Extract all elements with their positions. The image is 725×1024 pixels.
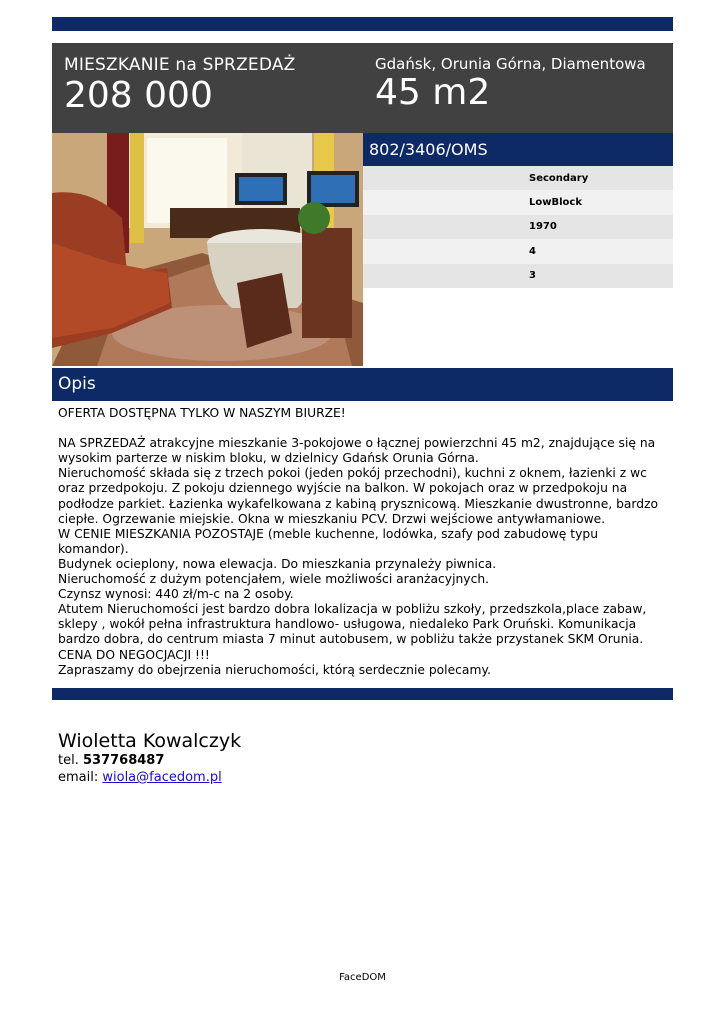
listing-header (52, 43, 673, 133)
email-label: email: (58, 770, 99, 785)
description-paragraph: Czynsz wynosi: 440 zł/m-c na 2 osoby. (58, 587, 294, 602)
description-heading: Opis (52, 368, 673, 401)
agent-name: Wioletta Kowalczyk (58, 730, 242, 752)
top-accent-bar (52, 17, 673, 31)
phone-number: 537768487 (82, 753, 165, 768)
attribute-value: 4 (529, 245, 536, 257)
attribute-value: 1970 (529, 221, 557, 233)
agent-phone-line (58, 752, 241, 769)
attribute-row (363, 264, 673, 288)
property-photo (52, 133, 363, 366)
description-paragraph: W CENIE MIESZKANIA POZOSTAJE (meble kuchenne, lodówka, szafy pod zabudowę typu komandor). (58, 526, 598, 556)
reference-number: 802/3406/OMS (363, 133, 673, 166)
agent-email-line (58, 769, 241, 786)
attribute-value: 3 (529, 270, 536, 282)
description-paragraph: Nieruchomość składa się z trzech pokoi (jeden pokój przechodni), kuchni z oknem, łazienki z wc oraz przedpokoju. Z pokoju dziennego wyjście na balkon. W pokojach oraz w przedpokoju na podłodze parkiet. Łazienka wykafelkowana z kabiną prysznicową. Mieszkanie dwustronne, bardzo ciepłe. Ogrzewanie miejskie. Okna w mieszkaniu PCV. Drzwi wejściowe antywłamaniowe. (58, 466, 659, 526)
attribute-row (363, 215, 673, 239)
attribute-row (363, 190, 673, 214)
price: 208 000 (64, 75, 213, 116)
bottom-accent-bar (52, 688, 673, 700)
description-paragraph: Atutem Nieruchomości jest bardzo dobra lokalizacja w pobliżu szkoły, przedszkola,place zabaw, sklepy , wokół pełna infrastruktura handlowo- usługowa, niedaleko Park Oruński. Komunikacja bardzo dobra, do centrum miasta 7 minut autobusem, w pobliżu także przystanek SKM Orunia. (58, 602, 647, 647)
description-paragraph: NA SPRZEDAŻ atrakcyjne mieszkanie 3-pokojowe o łącznej powierzchni 45 m2, znajdujące się na wysokim parterze w niskim bloku, w dzielnicy Gdańsk Orunia Górna. (58, 436, 656, 466)
attributes-table (363, 166, 673, 288)
description-spacer (58, 421, 668, 436)
attribute-row (363, 239, 673, 263)
offer-type: MIESZKANIE na SPRZEDAŻ (64, 55, 296, 75)
header-right (375, 55, 646, 113)
attribute-value: LowBlock (529, 197, 582, 209)
header-left (64, 55, 296, 117)
description-paragraph: Budynek ocieplony, nowa elewacja. Do mieszkania przynależy piwnica. (58, 556, 497, 571)
description-paragraph: Nieruchomość z dużym potencjałem, wiele możliwości aranżacyjnych. (58, 572, 490, 587)
description-paragraph: CENA DO NEGOCJACJI !!! (58, 647, 210, 662)
description-body (58, 406, 668, 678)
agent-contact (58, 730, 241, 786)
area: 45 m2 (375, 72, 491, 113)
attribute-value: Secondary (529, 172, 589, 184)
email-link[interactable]: wiola@facedom.pl (102, 770, 222, 785)
location: Gdańsk, Orunia Górna, Diamentowa (375, 55, 646, 73)
description-paragraph: OFERTA DOSTĘPNA TYLKO W NASZYM BIURZE! (58, 406, 346, 420)
footer-brand: FaceDOM (339, 972, 386, 983)
attribute-row (363, 166, 673, 190)
phone-label: tel. (58, 753, 79, 768)
description-paragraph: Zapraszamy do obejrzenia nieruchomości, którą serdecznie polecamy. (58, 662, 491, 677)
